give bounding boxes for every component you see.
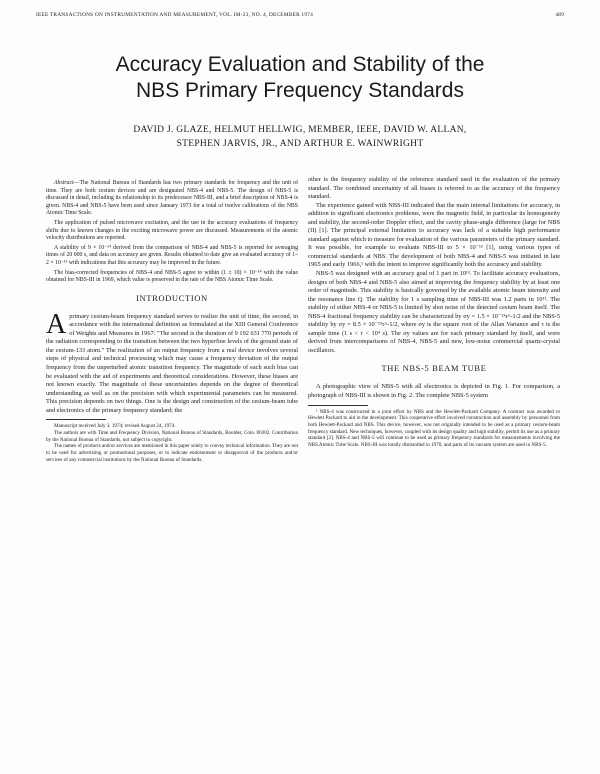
abstract-paragraph: The bias-corrected frequencies of NBS-4 and NBS-5 agree to within (1 ± 10) × 10⁻¹⁴ with the value obtained for NBS-III in 1969, which value is preserved in the rate of the NBS Atomic Time Scale. [46, 269, 298, 284]
authors-line-1: DAVID J. GLAZE, HELMUT HELLWIG, MEMBER, IEEE, DAVID W. ALLAN, [133, 125, 467, 135]
footnote: Manuscript received July 3, 1974; revised August 24, 1974. [54, 423, 176, 430]
page-number: 489 [555, 12, 564, 18]
body-paragraph: other is the frequency stability of the reference standard used in the evaluation of the primary standard. The combined uncertainty of all biases is referred to as the accuracy of the frequency standard. [308, 176, 560, 201]
drop-cap: A [46, 308, 67, 340]
paper-title-line-2: NBS Primary Frequency Standards [136, 79, 464, 102]
footnote: The names of products and/or services are mentioned in this paper solely to convey technical information. They are not to be used for advertising or promotional purposes, or to indicate endorsement or disapproval of the products and/or services of any commercial institutions by the National Bureau of Standards. [46, 443, 298, 463]
right-column [308, 176, 560, 449]
footnote-rule [308, 405, 368, 406]
footnote-rule [46, 419, 106, 420]
body-paragraph: A photographic view of NBS-5 with all electronics is depicted in Fig. 1. For comparison, a photograph of NBS-III is shown in Fig. 2. The complete NBS-5 system [308, 383, 560, 400]
paper-title-line-1: Accuracy Evaluation and Stability of the [115, 53, 485, 76]
footnote: ¹ NBS-4 was constructed in a joint effort by NBS and the Hewlett-Packard Company. A contract was awarded to Hewlett Packard to aid in the development. This cooperative effort involved construction and assembly by personnel from both Hewlett-Packard and NBS. This device, however, was not originally intended to be used as a primary cesium-beam frequency standard. New techniques, however, coupled with its design quality and high stability, permit its use as a primary standard [2]. NBS-4 and NBS-5 will continue to be used as primary frequency standards for measurements involving the NBS Atomic Time Scale. NBS-III was totally dismantled in 1970, and parts of its vacuum system are used in NBS-5. [308, 408, 560, 449]
journal-header: IEEE TRANSACTIONS ON INSTRUMENTATION AND MEASUREMENT, VOL. IM-23, NO. 4, DECEMBER 1974 [36, 12, 314, 18]
abstract-paragraph: The application of pulsed microwave excitation, and the use in the accuracy evaluations of frequency shifts due to known changes in the exciting microwave power are discussed. Measurements of the atomic velocity distributions are reported. [46, 219, 298, 242]
abstract-label: Abstract [54, 180, 74, 186]
abstract-paragraph: Abstract—The National Bureau of Standards has two primary standards for frequency and the unit of time. They are both cesium devices and are designated NBS-4 and NBS-5. The design of NBS-5 is discussed in detail, including its relationship to its predecessor NBS-III, and a brief description of NBS-4 is given. NBS-4 and NBS-5 have been used since January 1973 for a total of twelve calibrations of the NBS Atomic Time Scale. [46, 180, 298, 217]
body-paragraph: NBS-5 was designed with an accuracy goal of 1 part in 10¹³. To facilitate accuracy evaluations, designs of both NBS-4 and NBS-5 also aimed at improving the frequency stability by at least one order of magnitude. This stability is basically governed by the available atomic beam intensity and the resonance line Q. The stability for 1 s sampling time of NBS-III was 1.2 parts in 10¹¹. The stability of either NBS-4 or NBS-5 is limited by shot noise of the detected cesium beam itself. The NBS-4 fractional frequency stability can be characterized by σy = 1.5 × 10⁻¹³τ^-1/2 and the NBS-5 stability by σy = 8.5 × 10⁻¹³τ^-1/2, where σy is the square root of the Allan Variance and τ is the sample time (1 s < τ < 10⁴ s). The σy values are for each primary standard by itself, and were derived from intercomparisons of NBS-4, NBS-5 and new, low-noise commercial quartz-crystal oscillators. [308, 270, 560, 354]
left-column [46, 180, 298, 464]
abstract-paragraph: A stability of 9 × 10⁻¹⁴ derived from the comparison of NBS-4 and NBS-5 is reported for averaging times of 20 000 s, and data on accuracy are given. Results obtained to date give an evaluated accuracy of 1–2 × 10⁻¹³ with indications that this accuracy may be improved in the future. [46, 244, 298, 266]
intro-paragraph: Aprimary cesium-beam frequency standard serves to realize the unit of time, the second, in accordance with the international definition as formulated at the XIII General Conference of Weights and Measures in 1967: "The second is the duration of 9 192 631 770 periods of the radiation corresponding to the transition between the two hyperfine levels of the ground state of the cesium-133 atom." The realization of an output frequency from a real device involves several steps of physical and technical processing which may cause a frequency deviation of the output frequency from the unperturbed atomic transition frequency. The magnitude of each such bias can be evaluated with the aid of experiments and theoretical considerations. However, these biases are not known exactly. The magnitude of these uncertainties depends on the degree of theoretical understanding as well as on the precision with which experimental parameters can be measured. This precision depends on two things. One is the design and construction of the cesium-beam tube and electronics of the primary frequency standard; the [46, 308, 298, 414]
section-heading-beam-tube: THE NBS-5 BEAM TUBE [381, 364, 487, 374]
body-paragraph: The experience gained with NBS-III indicated that the main internal limitations for accuracy, in addition to significant electronics problems, were the magnetic field, in particular its homogeneity and stability, the second-order Doppler effect, and the cavity phase-angle difference (large for NBS (II) [1]. The principal external limitation to accuracy was lack of a suitable high performance standard against which to measure for evaluation of the various parameters of the primary standard. It was possible, for example to evaluate NBS-III to 5 × 10⁻¹³ [1], using various types of commercial standards at NBS. The development of both NBS-4 and NBS-5 was initiated in late 1965 and early 1966,¹ with the intent to improve significantly both the accuracy and stability. [308, 201, 560, 269]
running-header [36, 12, 564, 19]
footnote: The authors are with Time and Frequency Division, National Bureau of Standards, Boulder, Colo. 80302. Contribution by the National Bureau of Standards, not subject to copyright. [46, 429, 298, 443]
section-heading-introduction: INTRODUCTION [136, 293, 208, 303]
authors-line-2: STEPHEN JARVIS, JR., AND ARTHUR E. WAINWRIGHT [176, 139, 424, 149]
